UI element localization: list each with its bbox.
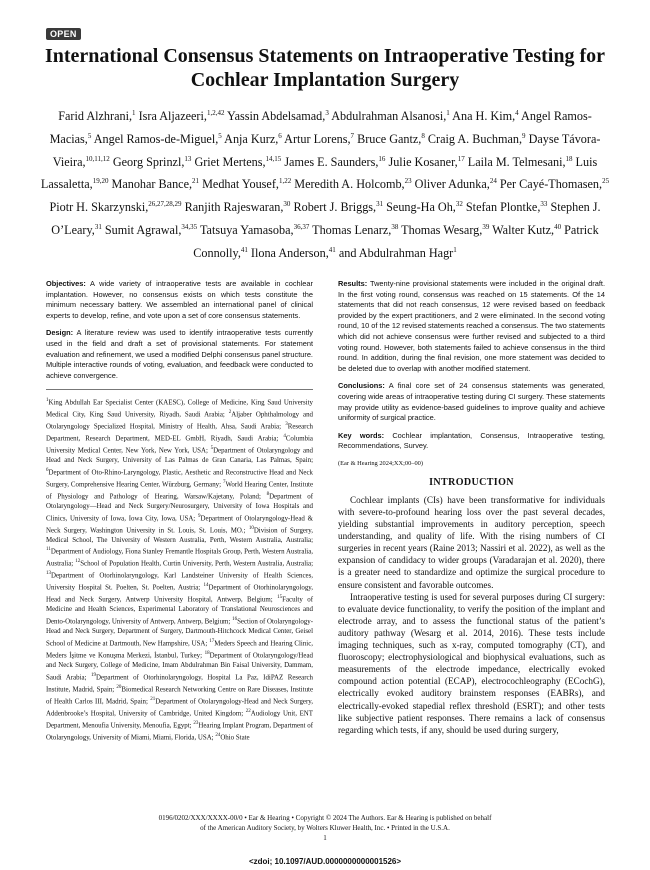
design-label: Design: — [46, 328, 74, 338]
right-column — [338, 279, 605, 736]
author-list: Farid Alzhrani,$^1$ Isra Aljazeeri,$^{1,2,42}$ Yassin Abdelsamad,$^3$ Abdulrahman Alsanosi,$^1$ Ana H. Kim,$^4$ Angel Ramos-Macias,$^5$ Angel Ramos-de-Miguel,$^5$ Anja Kurz,$^6$ Artur Lorens,$^7$ Bruce Gantz,$^8$ Craig A. Buchman,$^9$ Dayse Távora-Vieira,$^{10,11,12}$ Georg Sprinzl,$^{13}$ Griet Mertens,$^{14,15}$ James E. Saunders,$^{16}$ Julie Kosaner,$^{17}$ Laila M. Telmesani,$^{18}$ Luis Lassaletta,$^{19,20}$ Manohar Bance,$^{21}$ Medhat Yousef,$^{1,22}$ Meredith A. Holcomb,$^{23}$ Oliver Adunka,$^{24}$ Per Cayé-Thomasen,$^{25}$ Piotr H. Skarzynski,$^{26,27,28,29}$ Ranjith Rajeswaran,$^{30}$ Robert J. Briggs,$^{31}$ Seung-Ha Oh,$^{32}$ Stefan Plontke,$^{33}$ Stephen J. O’Leary,$^{31}$ Sumit Agrawal,$^{34,35}$ Tatsuya Yamasoba,$^{36,37}$ Thomas Lenarz,$^{38}$ Thomas Wesarg,$^{39}$ Walter Kutz,$^{40}$ Patrick Connolly,$^{41}$ Ilona Anderson,$^{41}$ and Abdulrahman Hagr$^1$ — [40, 109, 610, 260]
abstract-results — [338, 279, 605, 374]
footer-copyright-line: 0196/0202/XXX/XXXX-00/0 • Ear & Hearing • Copyright © 2024 The Authors. Ear & Hearing is published on behalf — [158, 814, 492, 822]
introduction-paragraph-2: Intraoperative testing is used for several purposes during CI surgery: to evaluate device functionality, to verify the position of the implant and electrode array, and to assess the functional status of the patient’s auditory pathway (Wesarg et al. 2014, 2016). These tests include imaging techniques, such as x-ray, computed tomography (CT), and fluoroscopy; electrophysiological and biophysical evaluations, such as measurements of the electrode impedance, electrically evoked compound action potential (ECAP), electrocochleography (ECochG), electrically evoked auditory brainstem responses (EABRs), and electrically-evoked stapedial reflex threshold (ESRT); and other tests like subjective patient responses. There remains a lack of consensus regarding which tests, if any, should be used during surgery, — [338, 591, 605, 735]
page-footer — [60, 813, 590, 843]
keywords-text: Cochlear implantation, Consensus, Intraoperative testing, Recommendations, Survey. — [338, 430, 605, 451]
design-text: A literature review was used to identify intraoperative tests currently used in the field and draft a set of provisional statements. For statement evaluation and refinement, we used a modified Delphi consensus panel structure. Multiple interactive rounds of voting, evaluation, and feedback were conducted to achieve convergence. — [46, 328, 313, 380]
objectives-label: Objectives: — [46, 279, 86, 288]
footer-publisher-line: of the American Auditory Society, by Wolters Kluwer Health, Inc. • Printed in the U.S.A. — [200, 824, 450, 832]
abstract-design — [46, 328, 313, 381]
left-column — [46, 279, 313, 743]
abstract-objectives — [46, 279, 313, 321]
page-number: 1 — [323, 834, 327, 842]
results-label: Results: — [338, 279, 368, 288]
conclusions-label: Conclusions: — [338, 381, 385, 391]
abstract-conclusions — [338, 381, 605, 423]
article-title: International Consensus Statements on Intraoperative Testing for Cochlear Implantation Surgery — [44, 45, 606, 91]
keywords-label: Key words: — [338, 430, 385, 440]
objectives-text: A wide variety of intraoperative tests are available in cochlear implantation. However, no consensus exists on which tests constitute the minimum necessary battery. We assembled an international panel of clinical experts to develop, refine, and vote upon a set of core consensus statements. — [46, 279, 313, 320]
abstract-left — [46, 279, 313, 381]
doi-link[interactable]: <zdoi; 10.1097/AUD.0000000000001526> — [248, 857, 402, 866]
abstract-right — [338, 279, 605, 452]
introduction-body — [338, 494, 605, 736]
introduction-heading: INTRODUCTION — [429, 476, 514, 488]
results-text: Twenty-nine provisional statements were included in the original draft. In the first voting round, consensus was reached on 15 statements. Of the 14 statements that did not reach consensus, 12 were revised based on feedback provided by the expert practitioners, and 2 were eliminated. In the second voting round, 10 of the 12 revised statements reached a consensus. The two statements which did not achieve consensus were further revised and subjected to a third voting round. However, both statements failed to achieve consensus in the third round. In addition, during the final revision, one more statement was decided to be deleted due to overlap with another modified statement. — [338, 279, 606, 373]
affiliations: $^1$King Abdullah Ear Specialist Center (KAESC), College of Medicine, King Saud University Medical City, King Saud University, Riyadh, Saudi Arabia; $^2$Aljaber Ophthalmology and Otolaryngology Specialized Hospital, Ministry of Health, Ahsa, Saudi Arabia; $^3$Research Department, Research Department, MED-EL GmbH, Riyadh, Saudi Arabia; $^4$Columbia University Medical Center, New York, New York, USA; $^5$Department of Otolaryngology and Head and Neck Surgery, University of Las Palmas de Gran Canaria, Las Palmas, Spain; $^6$Department of Oto-Rhino-Laryngology, Plastic, Aesthetic and Reconstructive Head and Neck Surgery, Comprehensive Hearing Center, Würzburg, Germany; $^7$World Hearing Center, Institute of Physiology and Pathology of Hearing, Warsaw/Kajetany, Poland; $^8$Department of Otolaryngology—Head and Neck Surgery/Neurosurgery, University of Iowa Hospitals and Clinics, University of Iowa, Iowa City, Iowa, USA; $^9$Department of Otolaryngology-Head & Neck Surgery, Washington University in St. Louis, St. Louis, MO.; $^{10}$Division of Surgery, Medical School, The University of Western Australia, Perth, Western Australia, Australia; $^{11}$Department of Audiology, Fiona Stanley Fremantle Hospitals Group, Perth, Western Australia, Australia; $^{12}$School of Population Health, Curtin University, Perth, Western Australia, Australia; $^{13}$Department of Otorhinolaryngology, Karl Landsteiner University of Health Sciences, University Hospital St. Poelten, St. Poelten, Austria; $^{14}$Department of Otorhinolaryngology, Head and Neck Surgery, Antwerp University Hospital, Antwerp, Belgium; $^{15}$Faculty of Medicine and Health Sciences, Experimental Laboratory of Translational Neurosciences and Dento-Otolaryngology, University of Antwerp, Antwerp, Belgium; $^{16}$Section of Otolaryngology-Head and Neck Surgery, Department of Surgery, Dartmouth-Hitchcock Medical Center, Geisel School of Medicine at Dartmouth, New Hampshire, USA; $^{17}$Meders Speech and Hearing Clinic, Meders İşitme ve Konuşma Merkezi, İstanbul, Turkey; $^{18}$Department of Otolaryngology/Head and Neck Surgery, College of Medicine, Imam Abdulrahman Bin Faisal University, Dammam, Saudi Arabia; $^{19}$Department of Otorhinolaryngology, Hospital La Paz, IdiPAZ Research Institute, Madrid, Spain; $^{20}$Biomedical Research Networking Centre on Rare Diseases, Institute of Health Carlos III, Madrid, Spain; $^{21}$Department of Otolaryngology-Head and Neck Surgery, Addenbrooke’s Hospital, University of Cambridge, United Kingdom; $^{22}$Audiology Unit, ENT Department, Menoufia University, Menoufia, Egypt; $^{23}$Hearing Implant Program, Department of Otolaryngology, University of Miami, Miami, Florida, USA; $^{24}$Ohio State — [46, 389, 313, 742]
abstract-keywords — [338, 431, 605, 452]
conclusions-text: A final core set of 24 consensus statements was generated, covering wide areas of intraoperative testing during CI surgery. These statements may provide utility as evidence-based guidelines to improve quality and achieve uniformity of surgical practice. — [338, 381, 605, 423]
journal-citation: (Ear & Hearing 2024;XX;00–00) — [338, 459, 424, 467]
open-access-badge: OPEN — [46, 28, 81, 40]
introduction-paragraph-1: Cochlear implants (CIs) have been transformative for individuals with severe-to-profound hearing loss over the past several decades, yielding substantial improvements in auditory perception, speech understanding, and quality of life. With the rising numbers of CI surgeries in recent years (Raine 2013; Nassiri et al. 2022), as well as the expansion of candidacy to wider groups (Varadarajan et al. 2020), there is a greater need to standardize and optimize the surgical procedure to ensure consistent and favorable outcomes. — [338, 494, 605, 590]
